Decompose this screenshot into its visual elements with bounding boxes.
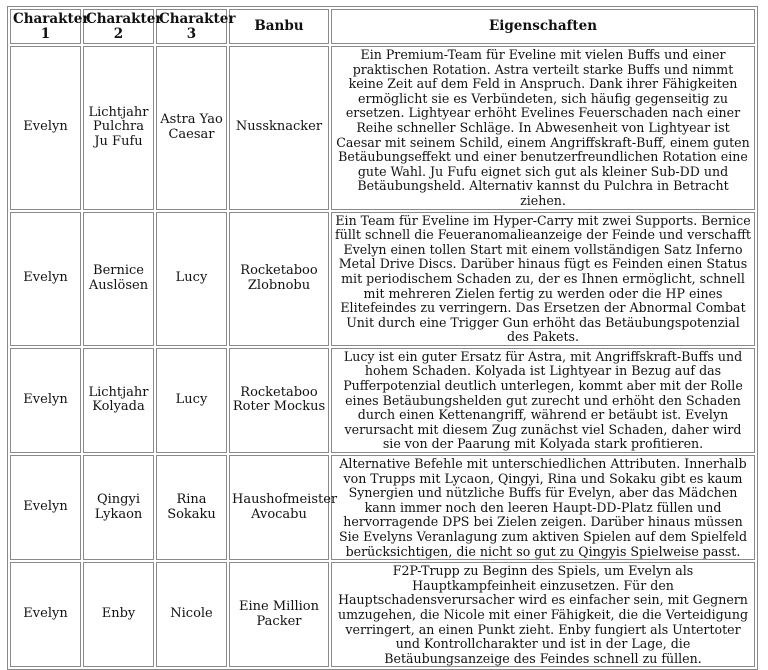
- header-banbu: [229, 9, 329, 44]
- cell-traits: [331, 212, 755, 346]
- table-row: [10, 455, 755, 560]
- header-banbu-label: Banbu: [254, 18, 304, 34]
- header-traits: [331, 9, 755, 44]
- cell-character-2-text: Lichtjahr Kolyada: [88, 384, 149, 415]
- cell-traits-text: Ein Team für Eveline im Hyper-Carry mit zwei Supports. Bernice füllt schnell die Feueranomalieanzeige der Feinde und verschafft Evelyn einen tollen Start mit einem vollständigen Satz Inferno Metal Drive Discs. Darüber hinaus fügt es Feinden einen Status mit periodischem Schaden zu, der es Ihnen ermöglicht, schnell mit mehreren Zielen fertig zu werden oder die HP eines Elitefeindes zu verringern. Das Ersetzen der Abnormal Combat Unit durch eine Trigger Gun erhöht das Betäubungspotenzial des Pakets.: [335, 212, 751, 345]
- cell-character-3-text: Rina Sokaku: [167, 491, 216, 522]
- cell-character-3: [156, 562, 227, 667]
- header-character-1: [10, 9, 90, 44]
- cell-character-1-text: Evelyn: [23, 606, 68, 622]
- cell-character-3-text: Nicole: [170, 606, 213, 622]
- header-row: [10, 9, 755, 44]
- cell-character-1: [10, 455, 81, 560]
- table-row: [10, 562, 755, 667]
- cell-traits-text: Ein Premium-Team für Eveline mit vielen Buffs und einer praktischen Rotation. Astra verteilt starke Buffs und nimmt keine Zeit auf dem Feld in Anspruch. Dank ihrer Fähigkeiten ermöglicht sie es Verbündeten, sich häufig gegenseitig zu ersetzen. Lightyear erhöht Evelines Feuerschaden nach einer Reihe schneller Schläge. In Abwesenheit von Lightyear ist Caesar mit seinem Schild, einem Angriffskraft-Buff, einem guten Betäubungseffekt und einer benutzerfreundlichen Rotation eine gute Wahl. Ju Fufu eignet sich gut als kleiner Sub-DD und Betäubungsheld. Alternativ kannst du Pulchra in Betracht ziehen.: [336, 47, 750, 208]
- cell-banbu: [229, 348, 329, 453]
- cell-character-1-text: Evelyn: [23, 270, 68, 286]
- cell-character-1-text: Evelyn: [23, 499, 68, 515]
- cell-banbu-text: Nussknacker: [235, 119, 323, 135]
- cell-traits-text: F2P-Trupp zu Beginn des Spiels, um Evelyn als Hauptkampfeinheit einzusetzen. Für den Hauptschadensverursacher wird es einfacher sein, mit Gegnern umzugehen, die Nicole mit einer Fähigkeit, die die Verteidigung verringert, an einen Punkt zieht. Enby fungiert als Untertoter und Kontrollcharakter und ist in der Lage, die Betäubungsanzeige des Feindes schnell zu füllen.: [337, 563, 749, 666]
- cell-character-2-text: Bernice Auslösen: [88, 262, 149, 293]
- cell-banbu-text: Rocketaboo Zlobnobu: [240, 262, 318, 293]
- cell-character-1: [10, 46, 81, 210]
- header-character-2: [83, 9, 163, 44]
- table-row: [10, 46, 755, 210]
- cell-character-3-text: Astra Yao Caesar: [160, 111, 223, 142]
- cell-character-3-text: Lucy: [175, 392, 208, 408]
- cell-character-3-text: Lucy: [175, 270, 208, 286]
- cell-character-2: [83, 455, 154, 560]
- cell-traits: [331, 348, 755, 453]
- cell-banbu: [229, 562, 329, 667]
- cell-traits: [331, 46, 755, 210]
- header-character-1-label: Charakter 1: [13, 10, 90, 42]
- cell-character-1: [10, 212, 81, 346]
- cell-character-3: [156, 46, 227, 210]
- cell-character-1-text: Evelyn: [23, 392, 68, 408]
- cell-character-2-text: Qingyi Lykaon: [94, 491, 143, 522]
- cell-character-1: [10, 348, 81, 453]
- cell-banbu-text: Rocketaboo Roter Mockus: [232, 384, 326, 415]
- cell-character-2-text: Lichtjahr Pulchra Ju Fufu: [88, 104, 149, 150]
- table-row: [10, 212, 755, 346]
- cell-character-1: [10, 562, 81, 667]
- cell-character-3: [156, 348, 227, 453]
- cell-character-3: [156, 212, 227, 346]
- header-character-3-label: Charakter 3: [159, 10, 236, 42]
- header-character-2-label: Charakter 2: [86, 10, 163, 42]
- table-row: [10, 348, 755, 453]
- cell-traits: [331, 455, 755, 560]
- cell-banbu-text: Haushofmeister Avocabu: [232, 491, 338, 522]
- cell-character-2-text: Enby: [101, 606, 136, 622]
- team-table: [7, 6, 758, 670]
- cell-banbu: [229, 46, 329, 210]
- cell-traits-text: Lucy ist ein guter Ersatz für Astra, mit Angriffskraft-Buffs und hohem Schaden. Kolyada ist Lightyear in Bezug auf das Pufferpotenzial deutlich unterlegen, kommt aber mit der Rolle eines Betäubungshelden gut zurecht und erhöht den Schaden durch einen Kettenangriff, während er betäubt ist. Evelyn verursacht mit diesem Zug zunächst viel Schaden, daher wird sie von der Paarung mit Kolyada stark profitieren.: [343, 348, 743, 452]
- header-traits-label: Eigenschaften: [488, 18, 598, 34]
- cell-banbu-text: Eine Million Packer: [239, 598, 319, 629]
- cell-character-2: [83, 562, 154, 667]
- cell-traits: [331, 562, 755, 667]
- cell-traits-text: Alternative Befehle mit unterschiedlichen Attributen. Innerhalb von Trupps mit Lycaon, Qingyi, Rina und Sokaku gibt es kaum Synergien und nützliche Buffs für Evelyn, aber das Mädchen kann immer noch den leeren Haupt-DD-Platz füllen und hervorragende DPS bei Zielen zeigen. Darüber hinaus müssen Sie Evelyns Veranlagung zum aktiven Spielen auf dem Spielfeld berücksichtigen, die nicht so gut zu Qingyis Spielweise passt.: [338, 456, 748, 559]
- cell-character-2: [83, 212, 154, 346]
- cell-character-3: [156, 455, 227, 560]
- cell-banbu: [229, 455, 338, 560]
- header-character-3: [156, 9, 236, 44]
- cell-banbu: [229, 212, 329, 346]
- cell-character-1-text: Evelyn: [23, 119, 68, 135]
- cell-character-2: [83, 46, 154, 210]
- cell-character-2: [83, 348, 154, 453]
